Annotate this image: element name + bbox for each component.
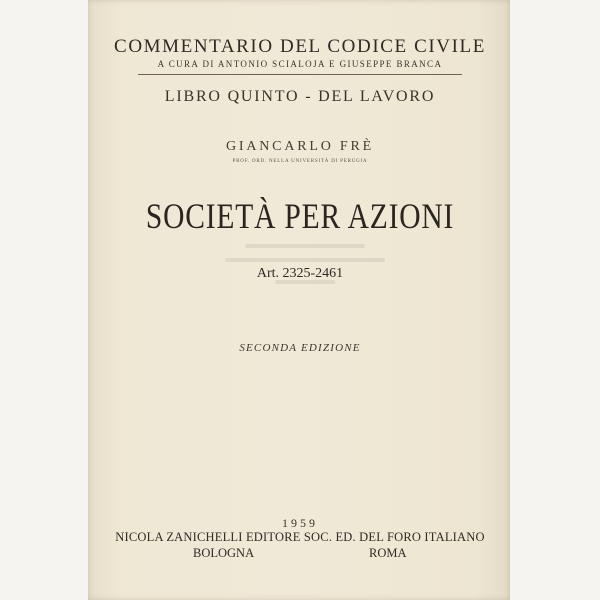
author-role: PROF. ORD. NELLA UNIVERSITÀ DI PERUGIA bbox=[232, 159, 368, 164]
main-title: SOCIETÀ PER AZIONI bbox=[145, 196, 455, 236]
articles-range: Art. 2325-2461 bbox=[256, 266, 344, 281]
series-editors: A CURA DI ANTONIO SCIALOJA E GIUSEPPE BRANCA bbox=[157, 59, 443, 69]
edition-label: SECONDA EDIZIONE bbox=[239, 342, 361, 354]
series-title: COMMENTARIO DEL CODICE CIVILE bbox=[114, 36, 486, 57]
author-name: GIANCARLO FRÈ bbox=[225, 139, 375, 154]
city-roma: ROMA bbox=[369, 546, 407, 560]
publishers: NICOLA ZANICHELLI EDITORE SOC. ED. DEL FORO ITALIANO bbox=[115, 530, 485, 544]
divider-rule bbox=[138, 74, 462, 75]
city-bologna: BOLOGNA bbox=[193, 546, 255, 560]
publication-year: 1959 bbox=[282, 516, 318, 530]
book-title: LIBRO QUINTO - DEL LAVORO bbox=[164, 88, 436, 105]
